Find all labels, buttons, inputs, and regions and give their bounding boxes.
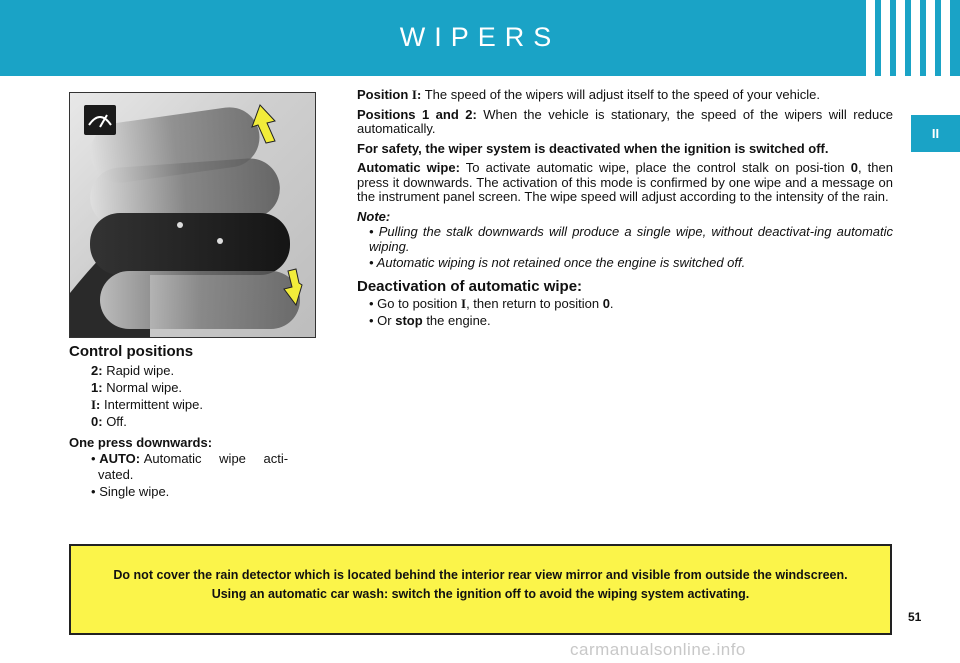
- press-item: • Single wipe.: [91, 484, 170, 499]
- para-automatic-wipe: Automatic wipe: To activate automatic wipe, place the control stalk on posi-tion 0, then press it downwards. The activation of this mode is confirmed by one wipe and a message on the instrument panel screen. The wipe speed will adjust according to the intensity of the rain.: [357, 160, 893, 204]
- press-item: • AUTO: Automatic wipe acti-: [91, 451, 289, 466]
- deactivation-item: • Or stop the engine.: [369, 312, 491, 328]
- deactivation-item: • Go to position I, then return to position 0.: [369, 296, 614, 311]
- page-number: 51: [908, 610, 922, 624]
- main-text-column: [357, 88, 893, 330]
- control-item: 0: Off.: [91, 414, 127, 429]
- deactivation-heading: Deactivation of automatic wipe:: [357, 277, 583, 295]
- para-positions-1-2: Positions 1 and 2: When the vehicle is stationary, the speed of the wipers will reduce automatically.: [357, 106, 893, 136]
- warning-line: Do not cover the rain detector which is located behind the interior rear view mirror and visible from outside the windscreen.: [113, 568, 848, 582]
- chapter-tab[interactable]: II: [911, 115, 960, 152]
- page-header: [0, 0, 960, 76]
- warning-line: Using an automatic car wash: switch the ignition off to avoid the wiping system activating.: [211, 586, 750, 601]
- windscreen-wiper-icon: [84, 105, 116, 135]
- warning-box: [69, 544, 892, 635]
- press-heading: One press downwards:: [69, 435, 213, 450]
- page-title: WIPERS: [399, 22, 561, 52]
- press-item-cont: vated.: [98, 467, 134, 482]
- watermark: carmanualsonline.info: [570, 640, 746, 659]
- note-heading: Note:: [357, 208, 391, 224]
- control-item: I: Intermittent wipe.: [91, 397, 204, 412]
- wiper-stalk-photo: [69, 92, 316, 338]
- control-positions-section: [69, 344, 319, 500]
- note-item: • Automatic wiping is not retained once the engine is switched off.: [369, 255, 746, 270]
- control-item: 2: Rapid wipe.: [91, 363, 175, 378]
- control-item: 1: Normal wipe.: [91, 380, 183, 395]
- para-safety: For safety, the wiper system is deactivated when the ignition is switched off.: [357, 140, 829, 156]
- header-stripes: [866, 0, 950, 76]
- note-item: • Pulling the stalk downwards will produce a single wipe, without deactivat-ing automatic wiping.: [369, 224, 893, 254]
- para-position-i: Position I: The speed of the wipers will adjust itself to the speed of your vehicle.: [357, 87, 820, 102]
- control-positions-heading: Control positions: [69, 343, 194, 360]
